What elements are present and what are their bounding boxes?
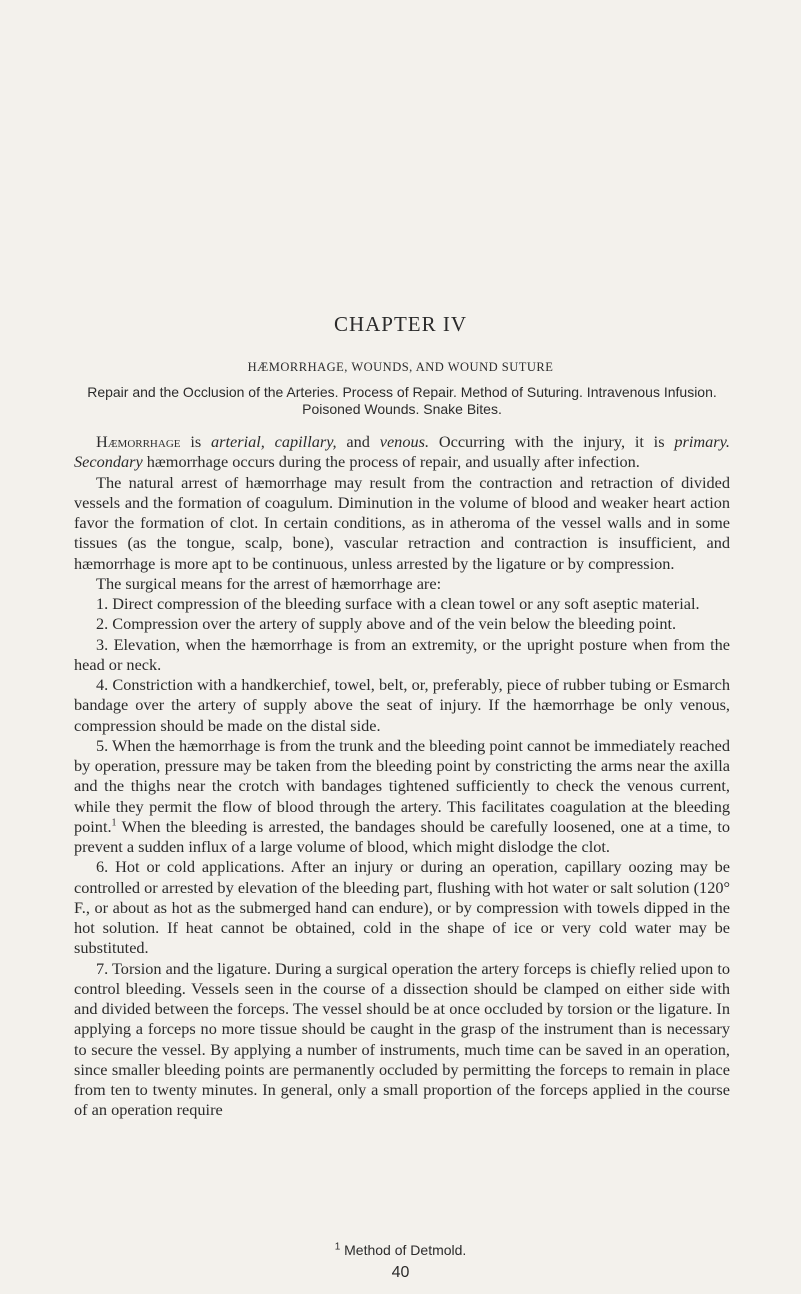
italic-run: primary.	[674, 432, 730, 451]
italic-run: venous.	[379, 432, 430, 451]
list-item-5	[74, 736, 730, 858]
page-number: 40	[391, 1264, 410, 1281]
footnote-ref: 1	[111, 817, 117, 829]
italic-run: Secondary	[74, 452, 143, 472]
footnote-marker: 1	[334, 1241, 341, 1253]
list-item-1: 1. Direct compression of the bleeding surface with a clean towel or any soft aseptic material.	[96, 594, 700, 613]
chapter-subtitle: HÆMORRHAGE, WOUNDS, AND WOUND SUTURE	[247, 360, 554, 374]
footnote-text: Method of Detmold.	[340, 1242, 467, 1258]
list-item-4: 4. Constriction with a handkerchief, towel, belt, or, preferably, piece of rubber tubing or Esmarch bandage over the artery of supply above the seat of injury. If the hæmorrhage be only venous, compression should be made on the distal side.	[74, 675, 730, 735]
text-run: Occurring with the injury, it is	[429, 432, 675, 451]
text-run: and	[336, 432, 380, 451]
list-item-7: 7. Torsion and the ligature. During a surgical operation the artery forceps is chiefly relied upon to control bleeding. Vessels seen in the course of a dissection should be clamped on either side with and divided between the forceps. The vessel should be at once occluded by torsion or the ligature. In applying a forceps no more tissue should be caught in the grasp of the instrument than is necessary to secure the vessel. By applying a number of instruments, much time can be saved in an operation, since smaller bleeding points are permanently occluded by permitting the forceps to remain in place from ten to twenty minutes. In general, only a small proportion of the forceps applied in the course of an operation require	[74, 958, 730, 1120]
chapter-title: CHAPTER IV	[333, 312, 468, 336]
text-run: When the bleeding is arrested, the bandages should be carefully loosened, one at a time, to prevent a sudden influx of a large volume of blood, which might dislodge the clot.	[74, 816, 730, 856]
italic-run: arterial, capillary,	[211, 432, 337, 451]
chapter-synopsis: Repair and the Occlusion of the Arteries. Process of Repair. Method of Suturing. Intravenous Infusion. Poisoned Wounds. Snake Bites.	[87, 384, 717, 417]
list-item-3: 3. Elevation, when the hæmorrhage is from an extremity, or the upright posture when from the head or neck.	[74, 634, 730, 674]
text-run: is	[180, 432, 211, 451]
list-item-6: 6. Hot or cold applications. After an injury or during an operation, capillary oozing may be controlled or arrested by elevation of the bleeding part, flushing with hot water or salt solution (120° F., or about as hot as the submerged hand can endure), or by compression with towels dipped in the hot solution. If heat cannot be obtained, cold in the shape of ice or very cold water may be substituted.	[74, 857, 730, 958]
paragraph-1	[74, 432, 730, 473]
list-item-2: 2. Compression over the artery of supply above and of the vein below the bleeding point.	[96, 614, 677, 634]
chapter-body	[74, 432, 730, 1121]
lead-word: Hæmorrhage	[96, 432, 181, 451]
footnote	[0, 1242, 801, 1259]
paragraph-2: The natural arrest of hæmorrhage may result from the contraction and retraction of divided vessels and the formation of coagulum. Diminution in the volume of blood and weaker heart action favor the formation of clot. In certain conditions, as in atheroma of the vessel walls and in some tissues (as the tongue, scalp, bone), vascular retraction and contraction is insufficient, and hæmorrhage is more apt to be continuous, unless arrested by the ligature or by compression.	[74, 472, 730, 573]
text-run: hæmorrhage occurs during the process of repair, and usually after infection.	[142, 452, 640, 472]
paragraph-3: The surgical means for the arrest of hæmorrhage are:	[96, 573, 442, 593]
text-run: 5. When the hæmorrhage is from the trunk and the bleeding point cannot be immediately reached by operation, pressure may be taken from the bleeding point by constricting the arms near the axilla and the thighs near the crotch with bandages tightened sufficiently to check the venous current, while they permit the flow of blood through the artery. This facilitates coagulation at the bleeding point.	[74, 735, 730, 836]
